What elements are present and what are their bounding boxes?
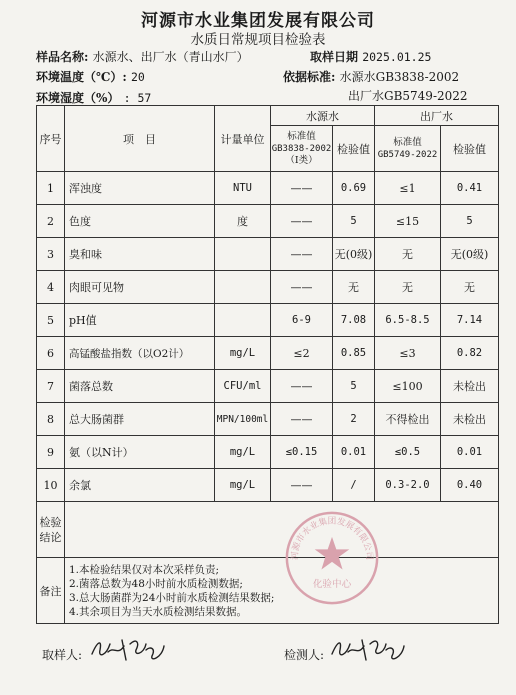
row-item: 色度 <box>65 205 215 238</box>
source-result-header: 检验值 <box>333 126 375 172</box>
row-unit <box>215 271 271 304</box>
row-source-result: 0.01 <box>333 436 375 469</box>
row-no: 9 <box>37 436 65 469</box>
conclusion-label: 检验结论 <box>37 502 65 558</box>
standard-source-value: 水源水GB3838-2002 <box>339 70 460 84</box>
row-finished-result: 0.40 <box>441 469 499 502</box>
row-finished-result: 5 <box>441 205 499 238</box>
row-finished-standard: 6.5-8.5 <box>375 304 441 337</box>
source-standard-code: GB3838-2002 <box>271 143 332 154</box>
row-no: 6 <box>37 337 65 370</box>
row-source-standard: —— <box>271 469 333 502</box>
group-header-finished-water: 出厂水 <box>375 106 499 126</box>
table-row <box>37 370 499 403</box>
row-unit <box>215 304 271 337</box>
row-finished-result: 无 <box>441 271 499 304</box>
row-no: 5 <box>37 304 65 337</box>
temperature-label: 环境温度（℃）: <box>36 70 127 84</box>
source-standard-title: 标准值 <box>287 130 316 142</box>
sampling-date-field <box>310 48 431 65</box>
seal-ring-text: 河源市水业集团发展有限公司 <box>290 516 374 561</box>
row-no: 8 <box>37 403 65 436</box>
col-header-item: 项 目 <box>65 106 215 172</box>
row-item: 浑浊度 <box>65 172 215 205</box>
row-source-result: 0.69 <box>333 172 375 205</box>
conclusion-row <box>37 502 499 558</box>
finished-standard-code: GB5749-2022 <box>377 149 438 160</box>
remark-item: 3.总大肠菌群为24小时前水质检测结果数据; <box>69 591 275 604</box>
row-source-standard: 6-9 <box>271 304 333 337</box>
row-source-result: 无 <box>333 271 375 304</box>
table-row <box>37 238 499 271</box>
row-unit: mg/L <box>215 436 271 469</box>
row-finished-result: 未检出 <box>441 370 499 403</box>
row-finished-standard: ≤1 <box>375 172 441 205</box>
row-finished-standard: ≤15 <box>375 205 441 238</box>
row-source-standard: —— <box>271 271 333 304</box>
table-row <box>37 403 499 436</box>
source-standard-class: （Ⅰ类） <box>285 154 318 166</box>
row-unit: MPN/100ml <box>215 403 271 436</box>
sampling-date-label: 取样日期 <box>310 50 359 64</box>
source-standard-header <box>271 126 333 172</box>
row-no: 1 <box>37 172 65 205</box>
group-header-source-water: 水源水 <box>271 106 375 126</box>
row-source-result: 2 <box>333 403 375 436</box>
remark-item: 2.菌落总数为48小时前水质检测数据; <box>69 577 243 590</box>
tester-signature <box>328 632 408 666</box>
seal-center-text: 化验中心 <box>312 578 352 590</box>
row-finished-result: 0.41 <box>441 172 499 205</box>
row-source-standard: —— <box>271 238 333 271</box>
standard-label: 依据标准: <box>283 70 336 84</box>
row-item: 高锰酸盐指数（以O2计） <box>65 337 215 370</box>
sampler-label: 取样人: <box>42 648 83 662</box>
standard-finished-field <box>348 87 468 104</box>
row-no: 2 <box>37 205 65 238</box>
row-item: 氨（以N计） <box>65 436 215 469</box>
row-unit: mg/L <box>215 337 271 370</box>
row-finished-standard: ≤0.5 <box>375 436 441 469</box>
row-source-standard: —— <box>271 172 333 205</box>
row-unit: 度 <box>215 205 271 238</box>
row-source-standard: —— <box>271 403 333 436</box>
col-header-unit: 计量单位 <box>215 106 271 172</box>
row-item: 总大肠菌群 <box>65 403 215 436</box>
row-unit: mg/L <box>215 469 271 502</box>
humidity-value: : 57 <box>123 91 152 105</box>
table-row <box>37 436 499 469</box>
row-finished-result: 0.82 <box>441 337 499 370</box>
row-source-result: 5 <box>333 370 375 403</box>
form-title: 水质日常规项目检验表 <box>190 32 326 48</box>
row-source-result: 无(0级) <box>333 238 375 271</box>
row-unit: NTU <box>215 172 271 205</box>
col-header-no: 序号 <box>37 106 65 172</box>
finished-standard-title: 标准值 <box>393 136 422 148</box>
standard-field <box>283 68 459 85</box>
row-item: pH值 <box>65 304 215 337</box>
remark-item: 1.本检验结果仅对本次采样负责; <box>69 563 220 576</box>
row-item: 臭和味 <box>65 238 215 271</box>
row-finished-result: 7.14 <box>441 304 499 337</box>
sampling-date-value: 2025.01.25 <box>362 50 432 64</box>
table-row <box>37 172 499 205</box>
row-source-standard: —— <box>271 370 333 403</box>
row-finished-standard: ≤3 <box>375 337 441 370</box>
humidity-label: 环境湿度（%） <box>36 91 120 105</box>
row-unit: CFU/ml <box>215 370 271 403</box>
remarks-content <box>65 558 499 624</box>
row-source-result: / <box>333 469 375 502</box>
temperature-field <box>36 68 145 85</box>
table-row <box>37 271 499 304</box>
remarks-row <box>37 558 499 624</box>
row-source-standard: ≤0.15 <box>271 436 333 469</box>
row-no: 7 <box>37 370 65 403</box>
finished-standard-header <box>375 126 441 172</box>
row-finished-standard: 无 <box>375 271 441 304</box>
row-unit <box>215 238 271 271</box>
table-row <box>37 337 499 370</box>
table-row <box>37 469 499 502</box>
sample-name-field <box>36 48 249 65</box>
row-source-result: 7.08 <box>333 304 375 337</box>
temperature-value: 20 <box>131 70 145 84</box>
row-item: 肉眼可见物 <box>65 271 215 304</box>
row-finished-standard: 0.3-2.0 <box>375 469 441 502</box>
conclusion-content <box>65 502 499 558</box>
remark-item: 4.其余项目为当天水质检测结果数据。 <box>69 605 248 618</box>
remarks-label: 备注 <box>37 558 65 624</box>
row-no: 3 <box>37 238 65 271</box>
row-source-result: 0.85 <box>333 337 375 370</box>
sample-name-value: 水源水、出厂水（青山水厂） <box>92 50 249 64</box>
row-finished-standard: ≤100 <box>375 370 441 403</box>
table-row <box>37 304 499 337</box>
row-finished-standard: 不得检出 <box>375 403 441 436</box>
results-table <box>36 105 499 624</box>
row-finished-result: 无(0级) <box>441 238 499 271</box>
row-item: 菌落总数 <box>65 370 215 403</box>
humidity-field <box>36 89 151 106</box>
tester-label: 检测人: <box>284 648 325 662</box>
table-row <box>37 205 499 238</box>
row-source-standard: —— <box>271 205 333 238</box>
row-no: 4 <box>37 271 65 304</box>
finished-result-header: 检验值 <box>441 126 499 172</box>
row-source-result: 5 <box>333 205 375 238</box>
row-no: 10 <box>37 469 65 502</box>
standard-finished-value: 出厂水GB5749-2022 <box>348 89 468 103</box>
row-finished-standard: 无 <box>375 238 441 271</box>
seal-star-icon <box>315 537 350 570</box>
row-finished-result: 0.01 <box>441 436 499 469</box>
sample-name-label: 样品名称: <box>36 50 89 64</box>
company-name: 河源市水业集团发展有限公司 <box>141 11 375 31</box>
row-source-standard: ≤2 <box>271 337 333 370</box>
sampler-signature <box>88 632 168 666</box>
official-seal <box>284 510 380 606</box>
row-item: 余氯 <box>65 469 215 502</box>
row-finished-result: 未检出 <box>441 403 499 436</box>
